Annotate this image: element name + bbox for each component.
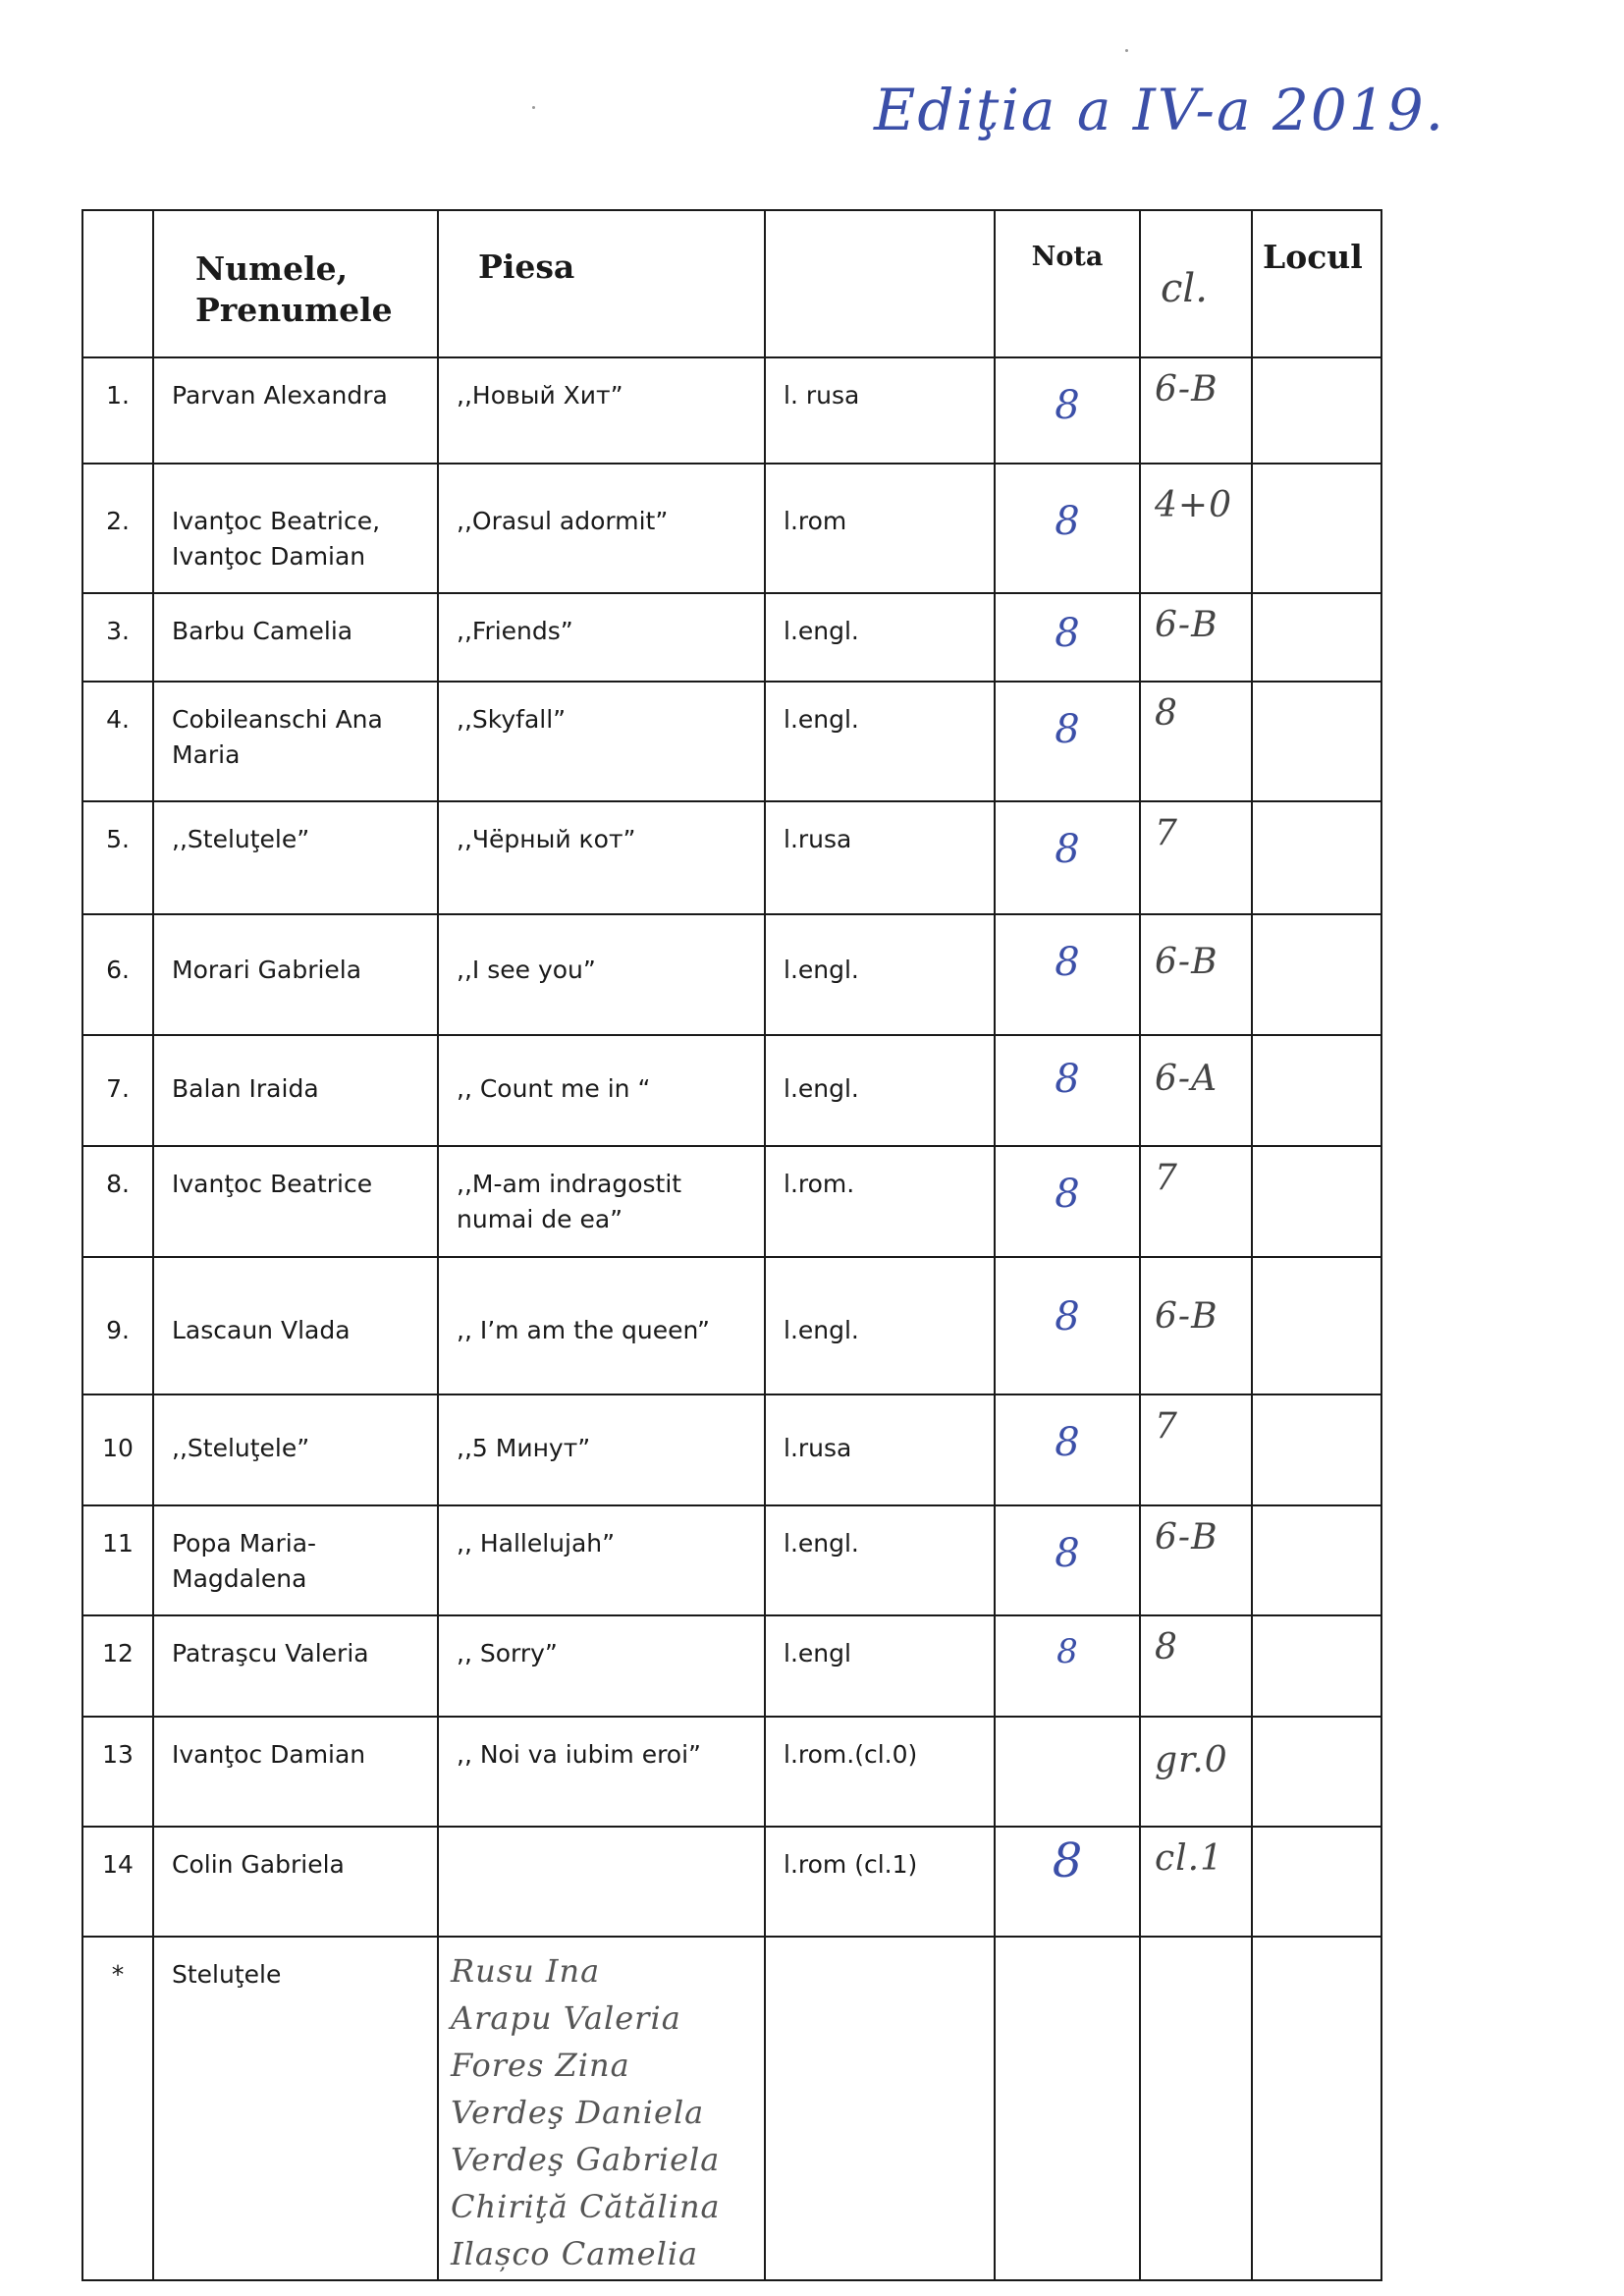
- member-name: Ilașco Camelia: [451, 2235, 699, 2272]
- cell-lang: l.rusa: [765, 1394, 995, 1505]
- cell-nume: ,,Steluţele”: [153, 801, 438, 914]
- cell-nota: 8: [995, 1615, 1140, 1717]
- cell-clasa: 7: [1140, 1146, 1252, 1257]
- cell-locul: [1252, 1505, 1381, 1615]
- cell-nota: 8: [995, 593, 1140, 682]
- cell-piesa: ,, I’m am the queen”: [438, 1257, 765, 1394]
- cell-clasa: 7: [1140, 1394, 1252, 1505]
- table-row: [82, 801, 1381, 914]
- member-name: Fores Zina: [451, 2047, 630, 2084]
- cell-lang: l.engl.: [765, 914, 995, 1035]
- cell-piesa: ,,M-am indragostit numai de ea”: [438, 1146, 765, 1257]
- cell-nume: Lascaun Vlada: [153, 1257, 438, 1394]
- table-row: [82, 1505, 1381, 1615]
- cell-clasa: 4+0: [1140, 464, 1252, 593]
- cell-clasa: 8: [1140, 682, 1252, 801]
- results-table: [81, 209, 1382, 2281]
- table-row: [82, 1394, 1381, 1505]
- cell-clasa: gr.0: [1140, 1717, 1252, 1827]
- cell-nume: Barbu Camelia: [153, 593, 438, 682]
- cell-piesa: ,, Sorry”: [438, 1615, 765, 1717]
- cell-nume: Colin Gabriela: [153, 1827, 438, 1937]
- cell-piesa: ,, Noi va iubim eroi”: [438, 1717, 765, 1827]
- cell-nume: Ivanţoc Damian: [153, 1717, 438, 1827]
- cell-lang: l.engl.: [765, 1505, 995, 1615]
- cell-locul: [1252, 1035, 1381, 1146]
- cell-lang: [765, 1937, 995, 2280]
- cell-clasa: 6-B: [1140, 593, 1252, 682]
- cell-piesa: ,,Чёрный кот”: [438, 801, 765, 914]
- cell-nume: Popa Maria-Magdalena: [153, 1505, 438, 1615]
- cell-locul: [1252, 1146, 1381, 1257]
- cell-piesa: ,,Orasul adormit”: [438, 464, 765, 593]
- cell-piesa: ,, Hallelujah”: [438, 1505, 765, 1615]
- table-header-row: [82, 210, 1381, 357]
- cell-clasa: 6-B: [1140, 357, 1252, 464]
- cell-nota: 8: [995, 357, 1140, 464]
- cell-nume: Morari Gabriela: [153, 914, 438, 1035]
- header-nota: Nota: [995, 210, 1140, 357]
- header-language: [765, 210, 995, 357]
- table-row: [82, 1615, 1381, 1717]
- cell-piesa: [438, 1827, 765, 1937]
- cell-clasa: 7: [1140, 801, 1252, 914]
- cell-lang: l.engl: [765, 1615, 995, 1717]
- cell-locul: [1252, 1394, 1381, 1505]
- cell-nume: Ivanţoc Beatrice: [153, 1146, 438, 1257]
- cell-locul: [1252, 914, 1381, 1035]
- cell-nr: 9.: [82, 1257, 153, 1394]
- header-piesa: Piesa: [438, 210, 765, 357]
- cell-members: [438, 1937, 765, 2280]
- cell-locul: [1252, 593, 1381, 682]
- cell-lang: l.rom.: [765, 1146, 995, 1257]
- cell-nota: 8: [995, 1035, 1140, 1146]
- scan-speck: [532, 106, 535, 109]
- table-row: [82, 1257, 1381, 1394]
- cell-locul: [1252, 464, 1381, 593]
- header-locul: Locul: [1252, 210, 1381, 357]
- cell-lang: l.rusa: [765, 801, 995, 914]
- header-numele-prenumele: Numele, Prenumele: [153, 210, 438, 357]
- cell-nota: 8: [995, 1394, 1140, 1505]
- cell-lang: l.engl.: [765, 1035, 995, 1146]
- cell-nota: 8: [995, 801, 1140, 914]
- table-row-steluțele-members: [82, 1937, 1381, 2280]
- cell-nr: 3.: [82, 593, 153, 682]
- cell-locul: [1252, 1827, 1381, 1937]
- cell-piesa: ,,Skyfall”: [438, 682, 765, 801]
- cell-nume: Patraşcu Valeria: [153, 1615, 438, 1717]
- cell-nr: 1.: [82, 357, 153, 464]
- cell-lang: l.rom: [765, 464, 995, 593]
- cell-locul: [1252, 801, 1381, 914]
- cell-nr: 4.: [82, 682, 153, 801]
- table-row: [82, 357, 1381, 464]
- table-row: [82, 593, 1381, 682]
- header-nr: [82, 210, 153, 357]
- member-name: Arapu Valeria: [451, 1999, 681, 2037]
- cell-nota: [995, 1717, 1140, 1827]
- cell-nume: Cobileanschi Ana Maria: [153, 682, 438, 801]
- table-row: [82, 1146, 1381, 1257]
- table-row: [82, 914, 1381, 1035]
- cell-lang: l.rom.(cl.0): [765, 1717, 995, 1827]
- cell-lang: l.engl.: [765, 682, 995, 801]
- cell-locul: [1252, 357, 1381, 464]
- cell-nume: Steluţele: [153, 1937, 438, 2280]
- cell-piesa: ,,Новый Хит”: [438, 357, 765, 464]
- cell-lang: l.rom (cl.1): [765, 1827, 995, 1937]
- cell-locul: [1252, 1615, 1381, 1717]
- cell-clasa: [1140, 1937, 1252, 2280]
- cell-clasa: 6-B: [1140, 914, 1252, 1035]
- cell-locul: [1252, 1257, 1381, 1394]
- member-name: Rusu Ina: [451, 1952, 601, 1990]
- cell-nr: 14: [82, 1827, 153, 1937]
- cell-nr: 13: [82, 1717, 153, 1827]
- cell-nr: 2.: [82, 464, 153, 593]
- cell-piesa: ,,I see you”: [438, 914, 765, 1035]
- cell-piesa: ,, Count me in “: [438, 1035, 765, 1146]
- cell-nota: 8: [995, 1257, 1140, 1394]
- cell-nume: Parvan Alexandra: [153, 357, 438, 464]
- cell-clasa: 6-B: [1140, 1257, 1252, 1394]
- scan-speck: [1125, 49, 1128, 52]
- member-name: Verdeş Daniela: [451, 2094, 705, 2131]
- members-list: [439, 1938, 764, 2277]
- table-row: [82, 1827, 1381, 1937]
- handwritten-edition-title: Ediţia a IV-a 2019.: [874, 77, 1446, 143]
- cell-clasa: cl.1: [1140, 1827, 1252, 1937]
- cell-nota: [995, 1937, 1140, 2280]
- cell-nota: 8: [995, 1827, 1140, 1937]
- cell-nr: 5.: [82, 801, 153, 914]
- cell-nota: 8: [995, 1146, 1140, 1257]
- cell-piesa: ,,5 Минут”: [438, 1394, 765, 1505]
- cell-clasa: 6-A: [1140, 1035, 1252, 1146]
- member-name: Chiriţă Cătălina: [451, 2188, 721, 2225]
- cell-clasa: 8: [1140, 1615, 1252, 1717]
- cell-nota: 8: [995, 914, 1140, 1035]
- table-row: [82, 1035, 1381, 1146]
- cell-piesa: ,,Friends”: [438, 593, 765, 682]
- cell-nume: ,,Steluţele”: [153, 1394, 438, 1505]
- cell-lang: l.engl.: [765, 593, 995, 682]
- cell-locul: [1252, 1717, 1381, 1827]
- cell-nr: 11: [82, 1505, 153, 1615]
- cell-lang: l. rusa: [765, 357, 995, 464]
- cell-nota: 8: [995, 464, 1140, 593]
- header-clasa: cl.: [1140, 210, 1252, 357]
- cell-nr: *: [82, 1937, 153, 2280]
- cell-nr: 7.: [82, 1035, 153, 1146]
- cell-nr: 10: [82, 1394, 153, 1505]
- table-row: [82, 682, 1381, 801]
- cell-nume: Balan Iraida: [153, 1035, 438, 1146]
- member-name: Verdeş Gabriela: [451, 2141, 721, 2178]
- cell-locul: [1252, 682, 1381, 801]
- table-row: [82, 1717, 1381, 1827]
- cell-nota: 8: [995, 1505, 1140, 1615]
- cell-clasa: 6-B: [1140, 1505, 1252, 1615]
- cell-nume: Ivanţoc Beatrice, Ivanţoc Damian: [153, 464, 438, 593]
- table-row: [82, 464, 1381, 593]
- cell-lang: l.engl.: [765, 1257, 995, 1394]
- cell-nr: 6.: [82, 914, 153, 1035]
- cell-locul: [1252, 1937, 1381, 2280]
- cell-nr: 12: [82, 1615, 153, 1717]
- cell-nr: 8.: [82, 1146, 153, 1257]
- cell-nota: 8: [995, 682, 1140, 801]
